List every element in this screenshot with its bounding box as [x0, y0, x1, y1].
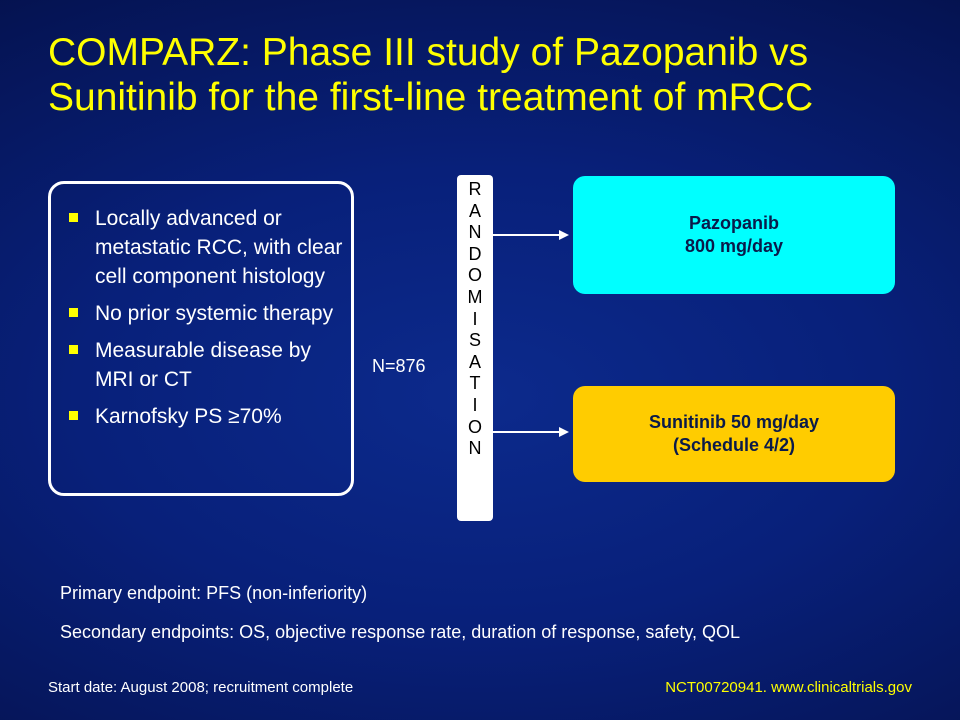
randomisation-letter: D	[468, 243, 482, 264]
criteria-item	[65, 204, 345, 291]
arm-drug-label: Pazopanib	[688, 213, 779, 233]
title-line-1: COMPARZ: Phase III study of Pazopanib vs	[48, 31, 809, 74]
square-bullet-icon	[69, 411, 78, 420]
randomisation-letter: N	[468, 222, 482, 243]
criteria-item	[65, 402, 345, 431]
randomisation-letters	[457, 179, 493, 460]
arm-schedule-label: (Schedule 4/2)	[672, 435, 796, 455]
criteria-text: Measurable disease by MRI or CT	[95, 339, 311, 391]
randomisation-letter: N	[468, 438, 482, 459]
primary-endpoint: Primary endpoint: PFS (non-inferiority)	[60, 583, 368, 603]
title-line-2: Sunitinib for the first-line treatment of mRCC	[48, 76, 814, 119]
square-bullet-icon	[69, 308, 78, 317]
slide-title	[48, 30, 928, 120]
randomisation-letter: M	[467, 286, 483, 307]
pazopanib-arm-box	[573, 176, 895, 294]
randomisation-letter: I	[472, 308, 478, 329]
randomisation-letter: O	[467, 265, 482, 286]
arm-drug-label: Sunitinib 50 mg/day	[648, 412, 820, 432]
criteria-text: No prior systemic therapy	[95, 302, 334, 325]
eligibility-criteria-box	[48, 181, 354, 496]
arm-dose-label: 800 mg/day	[684, 236, 784, 256]
randomisation-bar	[457, 175, 493, 521]
square-bullet-icon	[69, 213, 78, 222]
randomisation-letter: T	[469, 373, 481, 394]
randomisation-letter: A	[468, 200, 481, 221]
sample-size-label: N=876	[372, 356, 426, 376]
secondary-endpoints: Secondary endpoints: OS, objective response rate, duration of response, safety, QOL	[60, 622, 741, 642]
randomisation-letter: R	[468, 179, 482, 199]
criteria-text: Locally advanced or metastatic RCC, with clear cell component histology	[95, 207, 343, 288]
criteria-item	[65, 336, 345, 394]
sunitinib-arm-box	[573, 386, 895, 482]
criteria-item	[65, 299, 345, 328]
square-bullet-icon	[69, 345, 78, 354]
randomisation-letter: O	[467, 416, 482, 437]
arrow-right-icon	[493, 426, 569, 438]
randomisation-letter: S	[468, 330, 481, 351]
randomisation-letter: I	[472, 394, 478, 415]
arrow-right-icon	[493, 229, 569, 241]
trial-reference: NCT00720941. www.clinicaltrials.gov	[665, 679, 912, 696]
start-date-note: Start date: August 2008; recruitment complete	[48, 679, 354, 696]
criteria-text: Karnofsky PS ≥70%	[95, 405, 282, 428]
eligibility-criteria-list	[65, 204, 345, 439]
randomisation-letter: A	[468, 351, 481, 372]
